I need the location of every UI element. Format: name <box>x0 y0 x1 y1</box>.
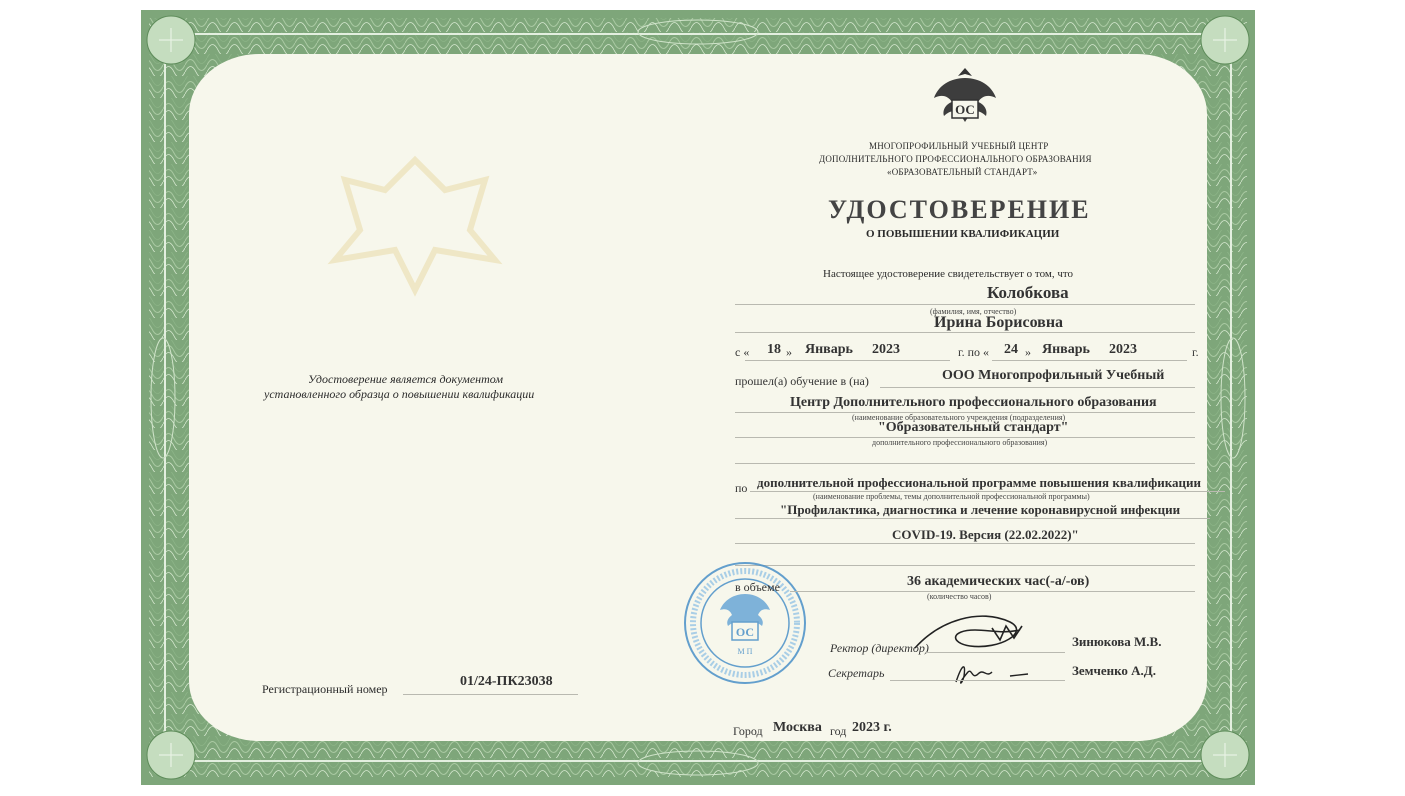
left-note-line1: Удостоверение является документом <box>308 372 503 386</box>
document-subtitle: О ПОВЫШЕНИИ КВАЛИФИКАЦИИ <box>866 228 1060 240</box>
org-line1: МНОГОПРОФИЛЬНЫЙ УЧЕБНЫЙ ЦЕНТР <box>869 141 1049 151</box>
program-line3-underline <box>735 543 1195 544</box>
period-from-year: 2023 <box>872 342 900 357</box>
document-title: УДОСТОВЕРЕНИЕ <box>828 195 1091 224</box>
period-from-month: Январь <box>805 342 853 357</box>
volume-caption: (количество часов) <box>927 592 992 601</box>
period-to-day: 24 <box>1004 342 1018 357</box>
secretary-underline <box>890 680 1065 681</box>
official-stamp <box>682 560 808 686</box>
registration-number: 01/24-ПК23038 <box>460 674 553 689</box>
period-to-year: 2023 <box>1109 342 1137 357</box>
secretary-name: Земченко А.Д. <box>1072 663 1156 678</box>
left-note-line2: установленного образца о повышении квалификации <box>264 387 535 401</box>
org-line2: ДОПОЛНИТЕЛЬНОГО ПРОФЕССИОНАЛЬНОГО ОБРАЗОВАНИЯ <box>819 154 1092 164</box>
period-to-underline <box>992 360 1187 361</box>
training-line1-underline <box>880 387 1195 388</box>
training-org-line2: Центр Дополнительного профессионального образования <box>790 395 1157 410</box>
registration-label: Регистрационный номер <box>262 682 388 696</box>
intro-text: Настоящее удостоверение свидетельствует о том, что <box>823 268 1074 280</box>
program-caption: (наименование проблемы, темы дополнительной профессиональной программы) <box>813 492 1090 501</box>
surname: Колобкова <box>987 283 1069 302</box>
period-from-day-close: » <box>786 345 792 359</box>
training-label: прошел(а) обучение в (на) <box>735 374 869 388</box>
city-label: Город <box>733 724 763 738</box>
given-names-underline <box>735 332 1195 333</box>
org-line3: «ОБРАЗОВАТЕЛЬНЫЙ СТАНДАРТ» <box>887 167 1038 177</box>
training-org-line1: ООО Многопрофильный Учебный <box>942 368 1165 383</box>
program-line2-underline <box>735 518 1210 519</box>
name-caption: (фамилия, имя, отчество) <box>930 307 1017 316</box>
program-line2: "Профилактика, диагностика и лечение коронавирусной инфекции <box>780 502 1181 517</box>
registration-underline <box>403 694 578 695</box>
training-org-line3: "Образовательный стандарт" <box>878 420 1069 435</box>
program-line1: дополнительной профессиональной программе повышения квалификации <box>757 475 1201 490</box>
period-from-underline <box>745 360 950 361</box>
volume-underline <box>790 591 1195 592</box>
stamp-letters: М П <box>737 647 753 656</box>
given-names: Ирина Борисовна <box>934 314 1064 331</box>
program-line3: COVID-19. Версия (22.02.2022)" <box>892 527 1079 542</box>
org-logo-icon <box>930 64 1000 128</box>
city-year: 2023 г. <box>852 720 892 735</box>
rector-signature <box>910 600 1045 660</box>
program-label: по <box>735 481 748 495</box>
stamp-center-text: ОС <box>735 625 755 639</box>
period-suffix: г. <box>1192 345 1199 359</box>
rector-underline <box>925 652 1065 653</box>
surname-underline <box>735 304 1195 305</box>
city-year-label: год <box>830 724 847 738</box>
logo-text: ОС <box>955 102 975 117</box>
volume-value: 36 академических час(-а/-ов) <box>907 574 1090 589</box>
period-from-day: 18 <box>767 342 781 357</box>
city-value: Москва <box>773 720 822 735</box>
period-from-prefix: с « <box>735 345 750 359</box>
period-to-prefix: г. по « <box>958 345 989 359</box>
rector-label: Ректор (директор) <box>830 641 929 655</box>
secretary-label: Секретарь <box>828 666 885 680</box>
secretary-signature <box>948 656 1043 692</box>
volume-label: в объеме <box>735 580 780 594</box>
training-caption1: (наименование образовательного учреждения (подразделения) <box>852 413 1066 422</box>
watermark-emblem <box>315 140 515 300</box>
period-to-month: Январь <box>1042 342 1090 357</box>
training-blank-line <box>735 463 1195 464</box>
period-to-day-close: » <box>1025 345 1031 359</box>
rector-name: Зинюкова М.В. <box>1072 634 1162 649</box>
training-caption2: дополнительного профессионального образования) <box>872 438 1048 447</box>
